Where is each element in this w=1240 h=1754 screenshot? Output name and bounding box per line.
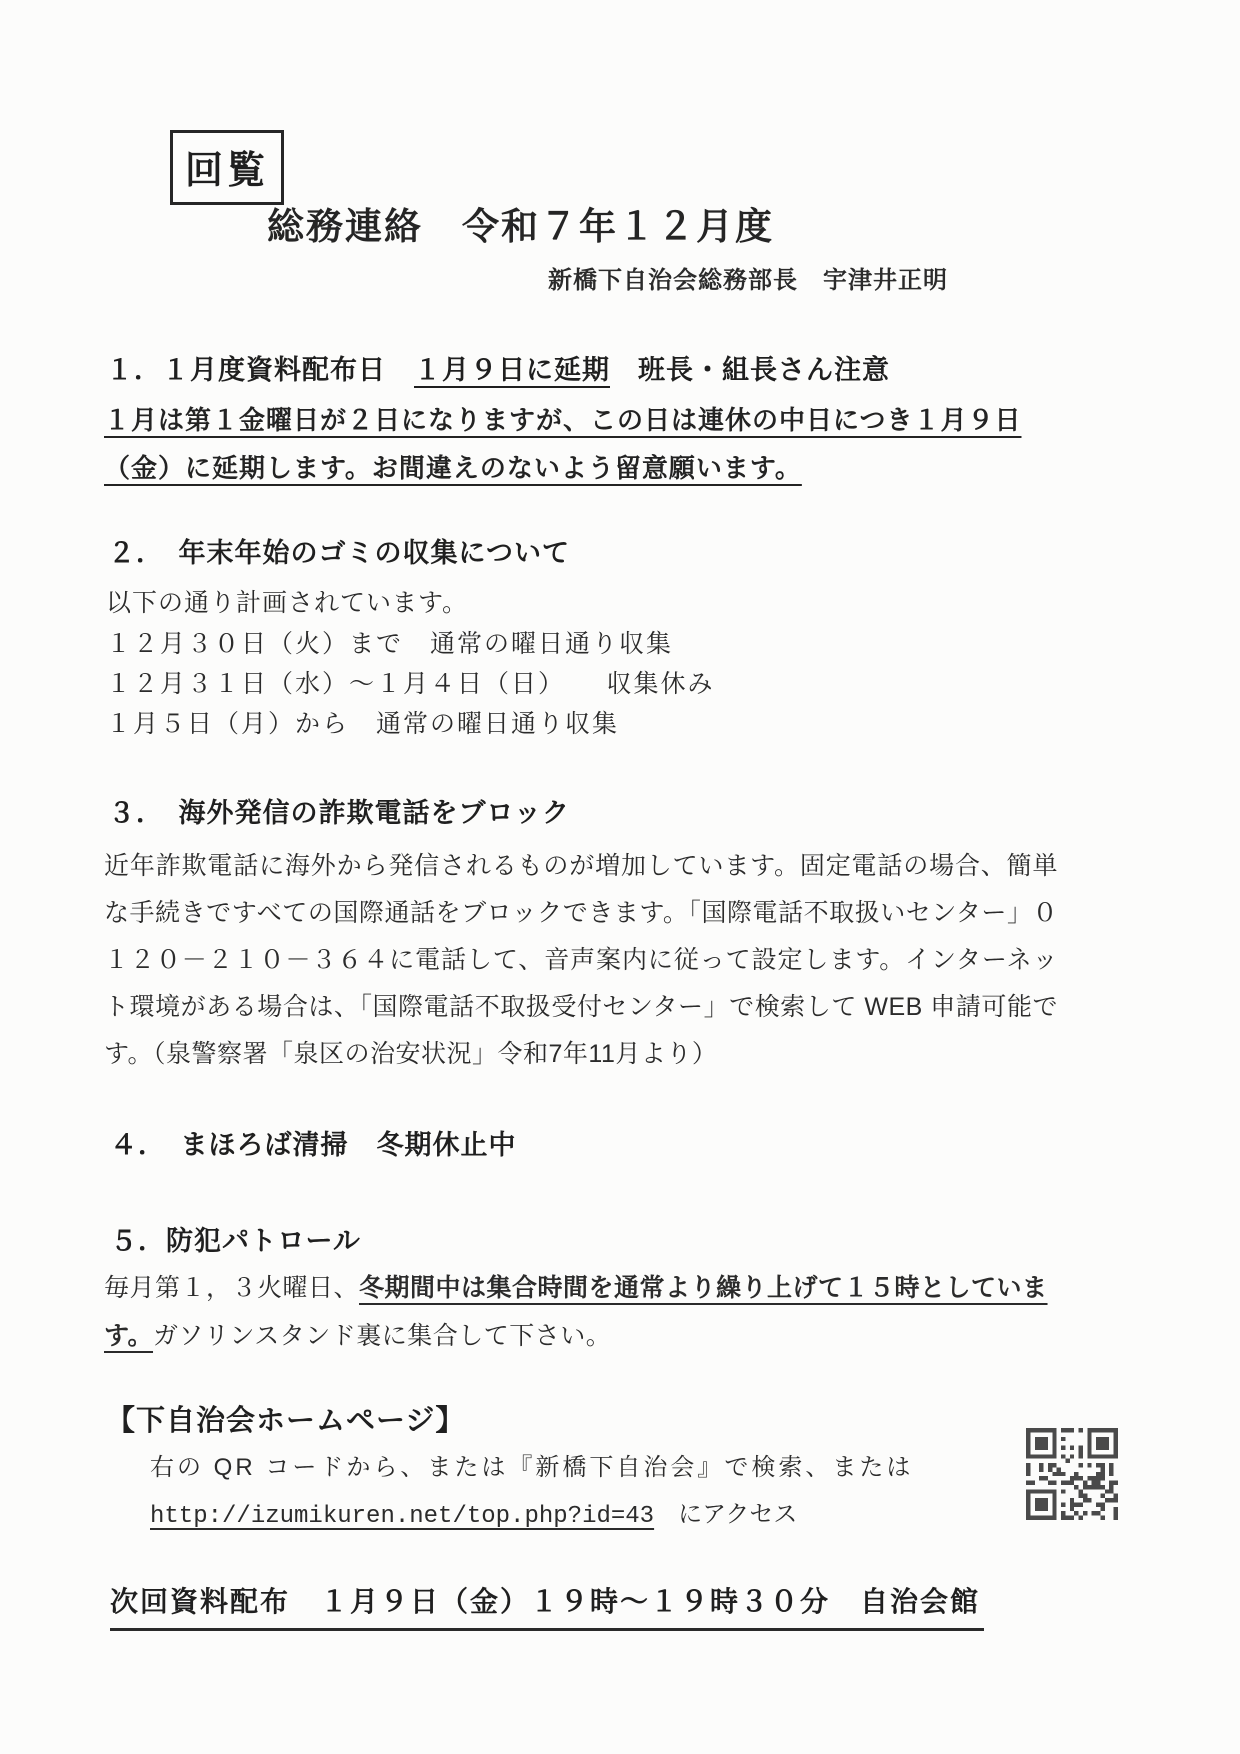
circulation-stamp-label: 回覧: [185, 150, 270, 192]
section5-heading: ５．防犯パトロール: [110, 1226, 361, 1256]
section1-heading-prefix: １．１月度資料配布日: [106, 355, 414, 385]
section2-intro: 以下の通り計画されています。: [106, 589, 469, 617]
section5-body: [104, 1264, 1064, 1360]
qr-code-icon: [1026, 1428, 1118, 1520]
section5-body-time-change: 冬期間中は集合時間を通常より繰り上げて１５時としています。: [104, 1274, 1048, 1350]
section1-heading-postponed-date: １月９日に延期: [414, 355, 610, 385]
homepage-heading: 【下自治会ホームページ】: [106, 1405, 466, 1437]
section1-body: １月は第１金曜日が２日になりますが、この日は連休の中日につき１月９日（金）に延期します。お間違えのないよう留意願います。: [104, 405, 1022, 483]
section5-body-prefix: 毎月第１，３火曜日、: [104, 1274, 360, 1302]
section3-body: 近年詐欺電話に海外から発信されるものが増加しています。固定電話の場合、簡単な手続きですべての国際通話をブロックできます。「国際電話不取扱いセンター」０１２０－２１０－３６４に電話して、音声案内に従って設定します。インターネット環境がある場合は、「国際電話不取扱受付センター」で検索して WEB 申請可能です。（泉警察署「泉区の治安状況」令和7年11月より）: [104, 852, 1058, 1068]
garbage-schedule-row: １２月３０日（火）まで 通常の曜日通り収集: [106, 630, 674, 658]
circulation-stamp: [170, 130, 284, 205]
homepage-url: http://izumikuren.net/top.php?id=43: [150, 1503, 655, 1530]
garbage-schedule-row: １２月３１日（水）～１月４日（日） 収集休み: [106, 670, 715, 698]
section5-body-suffix: ガソリンスタンド裏に集合して下さい。: [153, 1322, 612, 1350]
next-distribution-footer: 次回資料配布 １月９日（金）１９時～１９時３０分 自治会館: [110, 1580, 984, 1631]
homepage-url-suffix: にアクセス: [654, 1501, 798, 1528]
section3-heading: ３． 海外発信の詐欺電話をブロック: [108, 798, 570, 828]
section1-heading-suffix: 班長・組長さん注意: [610, 355, 890, 385]
section2-heading: ２． 年末年始のゴミの収集について: [108, 538, 570, 568]
author-line: 新橋下自治会総務部長 宇津井正明: [548, 267, 948, 294]
garbage-schedule-row: １月５日（月）から 通常の曜日通り収集: [106, 710, 620, 738]
page-title: 総務連絡 令和７年１２月度: [267, 206, 774, 247]
section1-heading: [106, 348, 890, 387]
homepage-instruction: 右の QR コードから、または『新橋下自治会』で検索、または: [150, 1454, 914, 1481]
section4-heading: ４． まほろば清掃 冬期休止中: [110, 1130, 517, 1160]
homepage-url-line: [150, 1494, 797, 1530]
